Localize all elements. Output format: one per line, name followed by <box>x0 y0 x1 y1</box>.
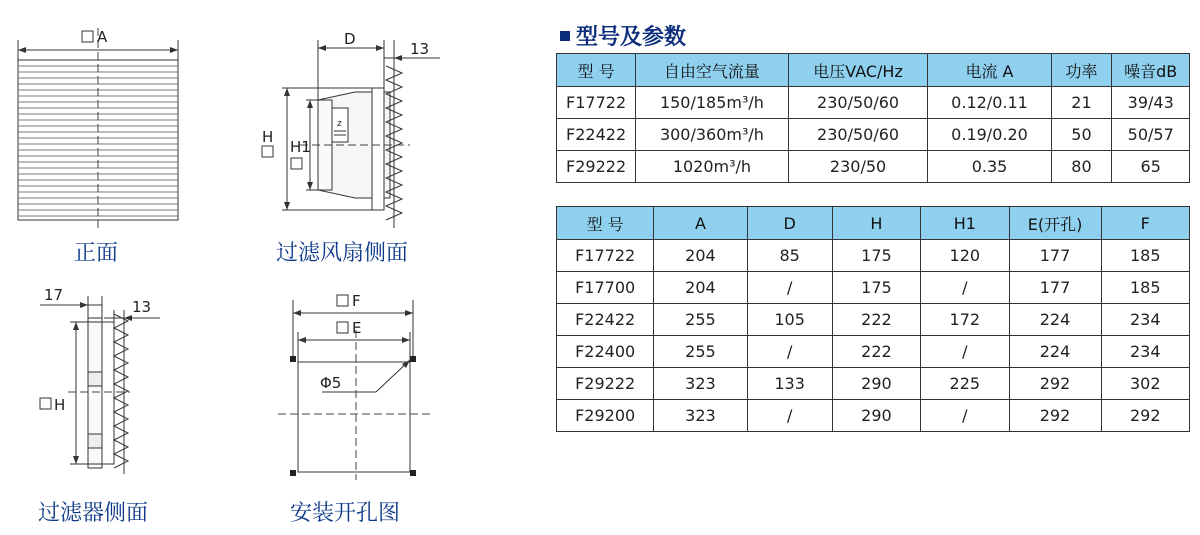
table-cell: F17722 <box>557 240 654 272</box>
table-cell: F17722 <box>557 87 636 119</box>
table-cell: F22422 <box>557 304 654 336</box>
front-view <box>18 28 178 230</box>
table-cell: F22422 <box>557 119 636 151</box>
parameter-table <box>556 53 1190 183</box>
column-header: 型 号 <box>557 54 636 87</box>
fan-dim-h: H <box>262 128 274 146</box>
table-cell: / <box>747 336 832 368</box>
filter-dim-13: 13 <box>132 298 152 316</box>
table-cell: 185 <box>1101 240 1189 272</box>
table-cell: 175 <box>832 240 920 272</box>
filter-dim-h: H <box>54 396 66 414</box>
column-header: 功率 <box>1051 54 1112 87</box>
table-cell: 39/43 <box>1112 87 1190 119</box>
section-title <box>560 20 686 51</box>
cutout-dim-phi: Φ5 <box>320 374 342 392</box>
table-cell: 0.12/0.11 <box>928 87 1051 119</box>
table-cell: 292 <box>1009 400 1101 432</box>
table-cell: 105 <box>747 304 832 336</box>
cutout-dim-e: E <box>352 319 362 337</box>
table-header-row <box>557 207 1190 240</box>
table-cell: F29222 <box>557 368 654 400</box>
column-header: 噪音dB <box>1112 54 1190 87</box>
table-cell: F17700 <box>557 272 654 304</box>
table-cell: 172 <box>921 304 1009 336</box>
table-cell: 292 <box>1101 400 1189 432</box>
filter-side-view <box>40 286 160 474</box>
table-cell: / <box>921 336 1009 368</box>
table-cell: 230/50/60 <box>788 119 928 151</box>
title-bullet-icon <box>560 31 570 41</box>
table-row <box>557 336 1190 368</box>
table-cell: 290 <box>832 368 920 400</box>
table-cell: 150/185m³/h <box>636 87 789 119</box>
table-cell: 224 <box>1009 336 1101 368</box>
table-header-row <box>557 54 1190 87</box>
table-cell: 204 <box>654 272 747 304</box>
caption-fan-side: 过滤风扇侧面 <box>276 241 409 266</box>
table-row <box>557 240 1190 272</box>
column-header: 电压VAC/Hz <box>788 54 928 87</box>
table-row <box>557 87 1190 119</box>
table-row <box>557 400 1190 432</box>
dimension-table <box>556 206 1190 432</box>
table-cell: 230/50/60 <box>788 87 928 119</box>
table-cell: 185 <box>1101 272 1189 304</box>
table-cell: 120 <box>921 240 1009 272</box>
table-row <box>557 272 1190 304</box>
table-cell: 225 <box>921 368 1009 400</box>
table-cell: 224 <box>1009 304 1101 336</box>
table-cell: / <box>921 272 1009 304</box>
fan-side-view <box>262 30 440 228</box>
svg-text:z: z <box>337 119 342 129</box>
table-cell: 85 <box>747 240 832 272</box>
table-cell: 292 <box>1009 368 1101 400</box>
table-cell: 50 <box>1051 119 1112 151</box>
table-row <box>557 368 1190 400</box>
table-cell: F29222 <box>557 151 636 183</box>
table-cell: 255 <box>654 336 747 368</box>
table-cell: 234 <box>1101 304 1189 336</box>
table-row <box>557 304 1190 336</box>
fan-dim-h1: H1 <box>290 138 311 156</box>
table-cell: 1020m³/h <box>636 151 789 183</box>
table-cell: 80 <box>1051 151 1112 183</box>
technical-drawings <box>0 0 540 535</box>
table-row <box>557 151 1190 183</box>
table-cell: F29200 <box>557 400 654 432</box>
fan-dim-13: 13 <box>410 40 430 58</box>
caption-front: 正面 <box>74 241 119 266</box>
table-cell: 323 <box>654 400 747 432</box>
column-header: H <box>832 207 920 240</box>
caption-filter-side: 过滤器侧面 <box>38 501 149 526</box>
table-cell: 65 <box>1112 151 1190 183</box>
table-row <box>557 119 1190 151</box>
table-cell: 230/50 <box>788 151 928 183</box>
column-header: H1 <box>921 207 1009 240</box>
table-cell: 300/360m³/h <box>636 119 789 151</box>
filter-dim-17: 17 <box>44 286 64 304</box>
table-cell: / <box>747 272 832 304</box>
column-header: 型 号 <box>557 207 654 240</box>
column-header: A <box>654 207 747 240</box>
column-header: E(开孔) <box>1009 207 1101 240</box>
table-cell: 133 <box>747 368 832 400</box>
table-cell: 21 <box>1051 87 1112 119</box>
table-cell: 255 <box>654 304 747 336</box>
table-cell: / <box>921 400 1009 432</box>
cutout-dim-f: F <box>352 292 361 310</box>
fan-dim-d: D <box>344 30 356 48</box>
column-header: 自由空气流量 <box>636 54 789 87</box>
table-cell: 222 <box>832 304 920 336</box>
front-dim-a: A <box>97 28 108 46</box>
table-cell: 175 <box>832 272 920 304</box>
table-cell: 323 <box>654 368 747 400</box>
table-cell: 0.35 <box>928 151 1051 183</box>
column-header: F <box>1101 207 1189 240</box>
caption-cutout: 安装开孔图 <box>290 501 401 526</box>
cutout-view <box>278 292 430 480</box>
column-header: D <box>747 207 832 240</box>
table-cell: / <box>747 400 832 432</box>
table-cell: 0.19/0.20 <box>928 119 1051 151</box>
table-cell: 204 <box>654 240 747 272</box>
table-cell: 222 <box>832 336 920 368</box>
table-cell: 234 <box>1101 336 1189 368</box>
table-cell: 177 <box>1009 272 1101 304</box>
table-cell: 290 <box>832 400 920 432</box>
table-cell: 177 <box>1009 240 1101 272</box>
table-cell: F22400 <box>557 336 654 368</box>
table-cell: 302 <box>1101 368 1189 400</box>
column-header: 电流 A <box>928 54 1051 87</box>
section-title-text: 型号及参数 <box>576 25 687 50</box>
table-cell: 50/57 <box>1112 119 1190 151</box>
